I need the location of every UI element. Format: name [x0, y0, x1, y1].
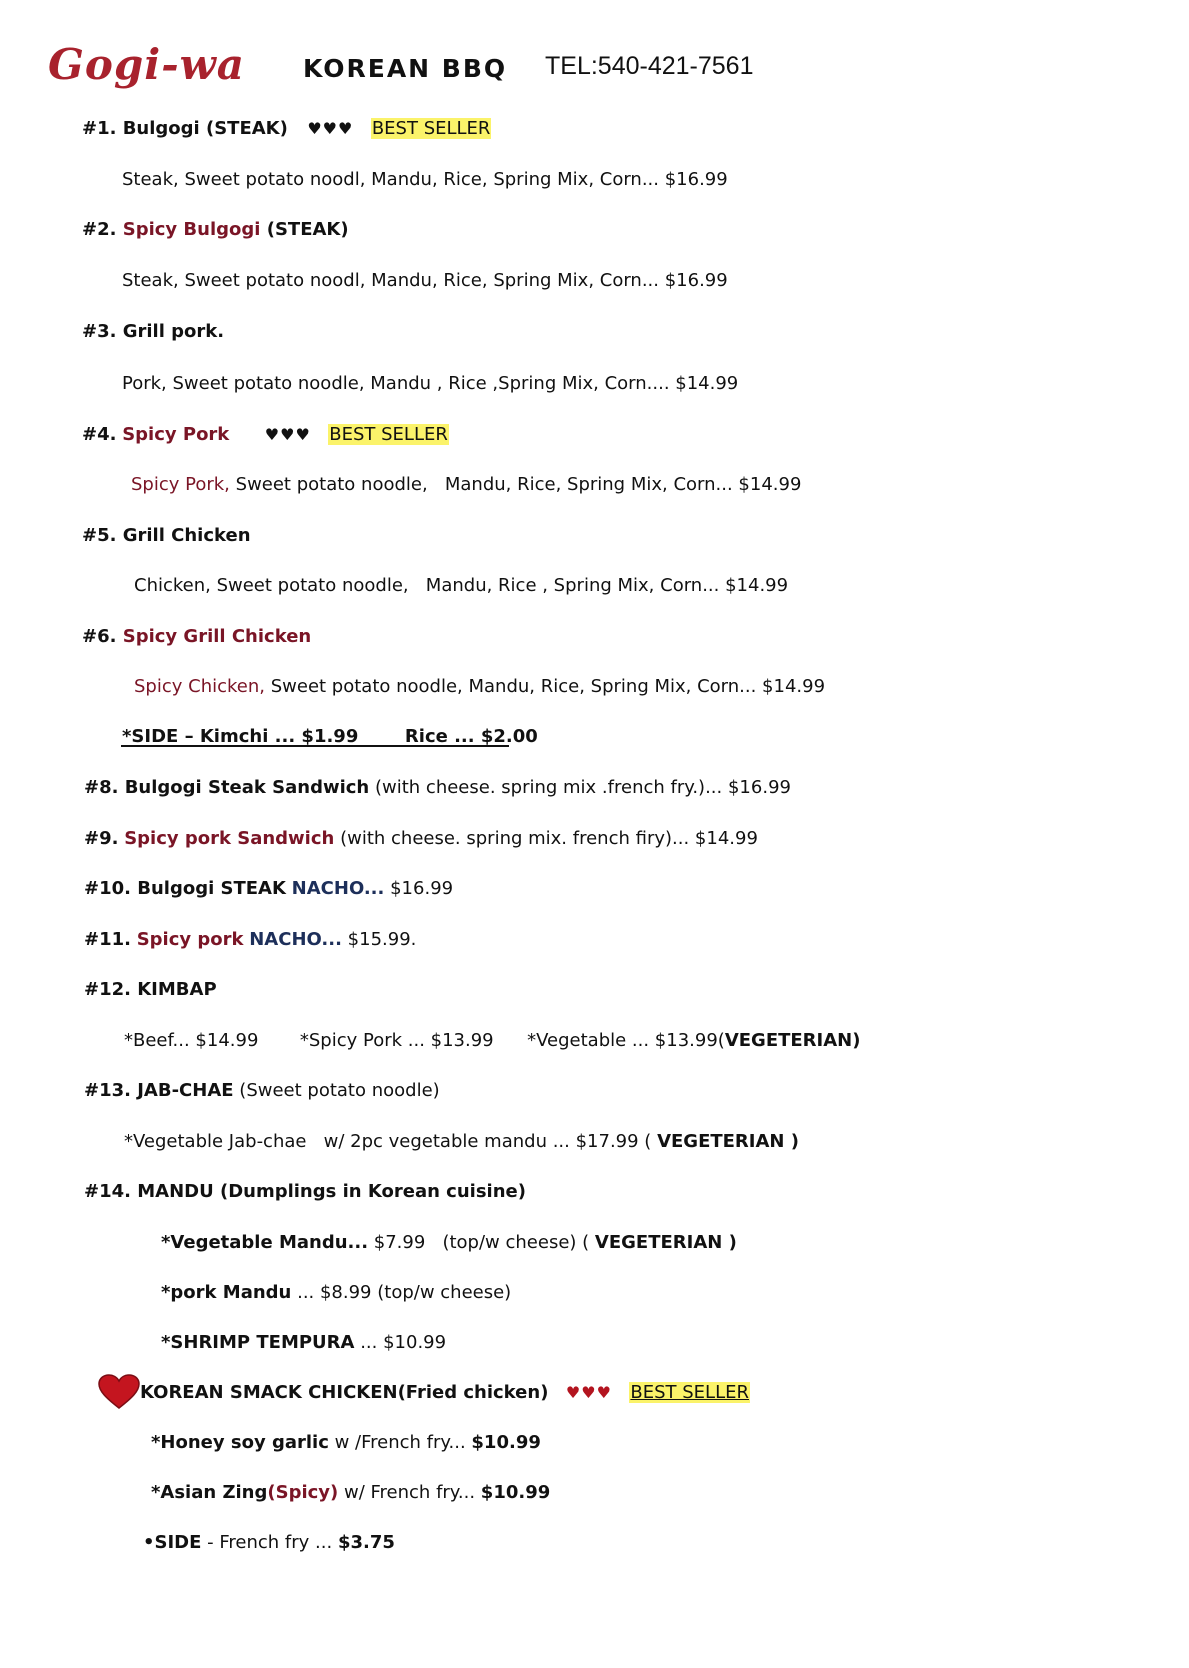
- menu-item-11-row: [84, 928, 416, 952]
- menu-item-13-description: [124, 1130, 799, 1154]
- kimbap-spicy-pork: *Spicy Pork ... $13.99: [299, 1030, 494, 1051]
- menu-item-9-name: Spicy pork Sandwich: [124, 828, 335, 849]
- asian-zing-row: [151, 1481, 550, 1505]
- menu-item-6-number: #6.: [82, 626, 117, 647]
- side-french-fry-price: $3.75: [337, 1532, 395, 1553]
- menu-item-13-title: #13. JAB-CHAE: [84, 1080, 234, 1101]
- best-seller-badge: BEST SELLER: [371, 118, 491, 139]
- menu-item-6-name: Spicy Grill Chicken: [122, 626, 312, 647]
- kimbap-vegetable: *Vegetable ... $13.99(: [527, 1030, 725, 1051]
- shrimp-tempura-name: *SHRIMP TEMPURA: [161, 1332, 355, 1353]
- side-rice: Rice ... $2.00: [404, 726, 538, 747]
- menu-item-10-title: #10. Bulgogi STEAK: [84, 878, 286, 899]
- restaurant-logo: Gogi-wa: [48, 40, 246, 89]
- shrimp-tempura-price: ... $10.99: [360, 1332, 447, 1353]
- side-kimchi: *SIDE – Kimchi ... $1.99: [122, 726, 359, 747]
- asian-zing-detail: w/ French fry...: [344, 1482, 476, 1503]
- menu-item-12-title: #12. KIMBAP: [84, 979, 217, 1000]
- shrimp-tempura-row: [161, 1331, 446, 1355]
- side-underline: [121, 745, 509, 747]
- menu-item-2-title-row: [82, 218, 349, 242]
- menu-item-11-price: $15.99.: [347, 929, 417, 950]
- menu-item-13-subtitle: (Sweet potato noodle): [239, 1080, 440, 1101]
- mandu-pork-row: [161, 1281, 511, 1305]
- heart-icon: ♥♥♥: [565, 1383, 612, 1402]
- mandu-vegetable-row: [161, 1231, 737, 1255]
- menu-item-10-nacho: NACHO...: [291, 878, 385, 899]
- telephone-number: TEL:540-421-7561: [545, 52, 754, 80]
- menu-item-6-description: [134, 675, 825, 699]
- mandu-vegetable-name: *Vegetable Mandu...: [161, 1232, 369, 1253]
- menu-item-10-price: $16.99: [390, 878, 454, 899]
- side-french-fry-detail: - French fry ...: [207, 1532, 333, 1553]
- menu-item-9-detail: (with cheese. spring mix. french firy)...: [340, 828, 690, 849]
- mandu-pork-name: *pork Mandu: [161, 1282, 292, 1303]
- menu-item-8-title: #8. Bulgogi Steak Sandwich: [84, 777, 370, 798]
- vegeterian-tag: VEGETERIAN ): [657, 1131, 799, 1152]
- menu-item-11-number: #11.: [84, 929, 131, 950]
- menu-item-13-row: [84, 1079, 440, 1103]
- menu-item-1-description: Steak, Sweet potato noodl, Mandu, Rice, Spring Mix, Corn... $16.99: [122, 169, 728, 190]
- side-french-fry-label: •SIDE: [143, 1532, 202, 1553]
- smack-chicken-title: KOREAN SMACK CHICKEN(Fried chicken): [140, 1382, 549, 1403]
- menu-item-1-title-row: [82, 117, 491, 141]
- menu-item-11-name: Spicy pork: [136, 929, 244, 950]
- brand-title: KOREAN BBQ: [303, 54, 508, 83]
- menu-item-8-price: $16.99: [727, 777, 791, 798]
- menu-item-4-desc-rest: Sweet potato noodle, Mandu, Rice, Spring Mix, Corn... $14.99: [235, 474, 802, 495]
- honey-soy-garlic-detail: w /French fry...: [334, 1432, 466, 1453]
- best-seller-badge: BEST SELLER: [630, 1382, 749, 1403]
- menu-item-1-title: #1. Bulgogi (STEAK): [82, 118, 288, 139]
- menu-item-8-detail: (with cheese. spring mix .french fry.)...: [374, 777, 723, 798]
- honey-soy-garlic-name: *Honey soy garlic: [151, 1432, 329, 1453]
- honey-soy-garlic-price: $10.99: [471, 1432, 541, 1453]
- menu-item-4-desc-spicy: Spicy Pork,: [131, 474, 230, 495]
- menu-item-9-number: #9.: [84, 828, 119, 849]
- menu-item-4-number: #4.: [82, 424, 117, 445]
- heart-icon: ♥♥♥: [307, 119, 354, 138]
- menu-item-5-title: #5. Grill Chicken: [82, 525, 251, 546]
- menu-item-11-nacho: NACHO...: [249, 929, 342, 950]
- honey-soy-garlic-row: [151, 1431, 541, 1455]
- asian-zing-name: *Asian Zing: [151, 1482, 268, 1503]
- menu-item-2-suffix: (STEAK): [266, 219, 349, 240]
- menu-item-8-row: [84, 776, 791, 800]
- menu-item-9-row: [84, 827, 758, 851]
- menu-item-2-description: Steak, Sweet potato noodl, Mandu, Rice, Spring Mix, Corn... $16.99: [122, 270, 728, 291]
- vegeterian-tag: VEGETERIAN ): [594, 1232, 737, 1253]
- big-heart-icon: [98, 1374, 140, 1410]
- menu-item-14-title: #14. MANDU (Dumplings in Korean cuisine): [84, 1181, 526, 1202]
- menu-item-4-name: Spicy Pork: [122, 424, 230, 445]
- side-french-fry-row: [143, 1531, 395, 1555]
- menu-item-4-description: [131, 473, 801, 497]
- asian-zing-spicy: (Spicy): [267, 1482, 339, 1503]
- menu-item-9-price: $14.99: [694, 828, 758, 849]
- heart-icon: ♥♥♥: [264, 425, 311, 444]
- menu-item-5-description: Chicken, Sweet potato noodle, Mandu, Rice , Spring Mix, Corn... $14.99: [134, 575, 789, 596]
- smack-chicken-title-row: [140, 1381, 750, 1405]
- asian-zing-price: $10.99: [480, 1482, 551, 1503]
- menu-item-6-desc-spicy: Spicy Chicken,: [134, 676, 265, 697]
- menu-item-6-title-row: [82, 625, 311, 649]
- jabchae-vegetable: *Vegetable Jab-chae w/ 2pc vegetable mandu ... $17.99 (: [124, 1131, 652, 1152]
- menu-item-2-name: Spicy Bulgogi: [122, 219, 261, 240]
- best-seller-badge: BEST SELLER: [329, 424, 448, 445]
- menu-item-2-number: #2.: [82, 219, 117, 240]
- menu-item-6-desc-rest: Sweet potato noodle, Mandu, Rice, Spring Mix, Corn... $14.99: [270, 676, 826, 697]
- mandu-vegetable-price: $7.99 (top/w cheese) (: [373, 1232, 590, 1253]
- menu-item-4-title-row: [82, 423, 449, 447]
- mandu-pork-price: ... $8.99 (top/w cheese): [297, 1282, 512, 1303]
- menu-item-12-options: [124, 1029, 860, 1053]
- kimbap-beef: *Beef... $14.99: [124, 1030, 259, 1051]
- menu-item-3-description: Pork, Sweet potato noodle, Mandu , Rice ,Spring Mix, Corn.... $14.99: [122, 373, 739, 394]
- menu-item-10-row: [84, 877, 453, 901]
- vegeterian-tag: VEGETERIAN): [724, 1030, 861, 1051]
- menu-item-3-title: #3. Grill pork.: [82, 321, 225, 342]
